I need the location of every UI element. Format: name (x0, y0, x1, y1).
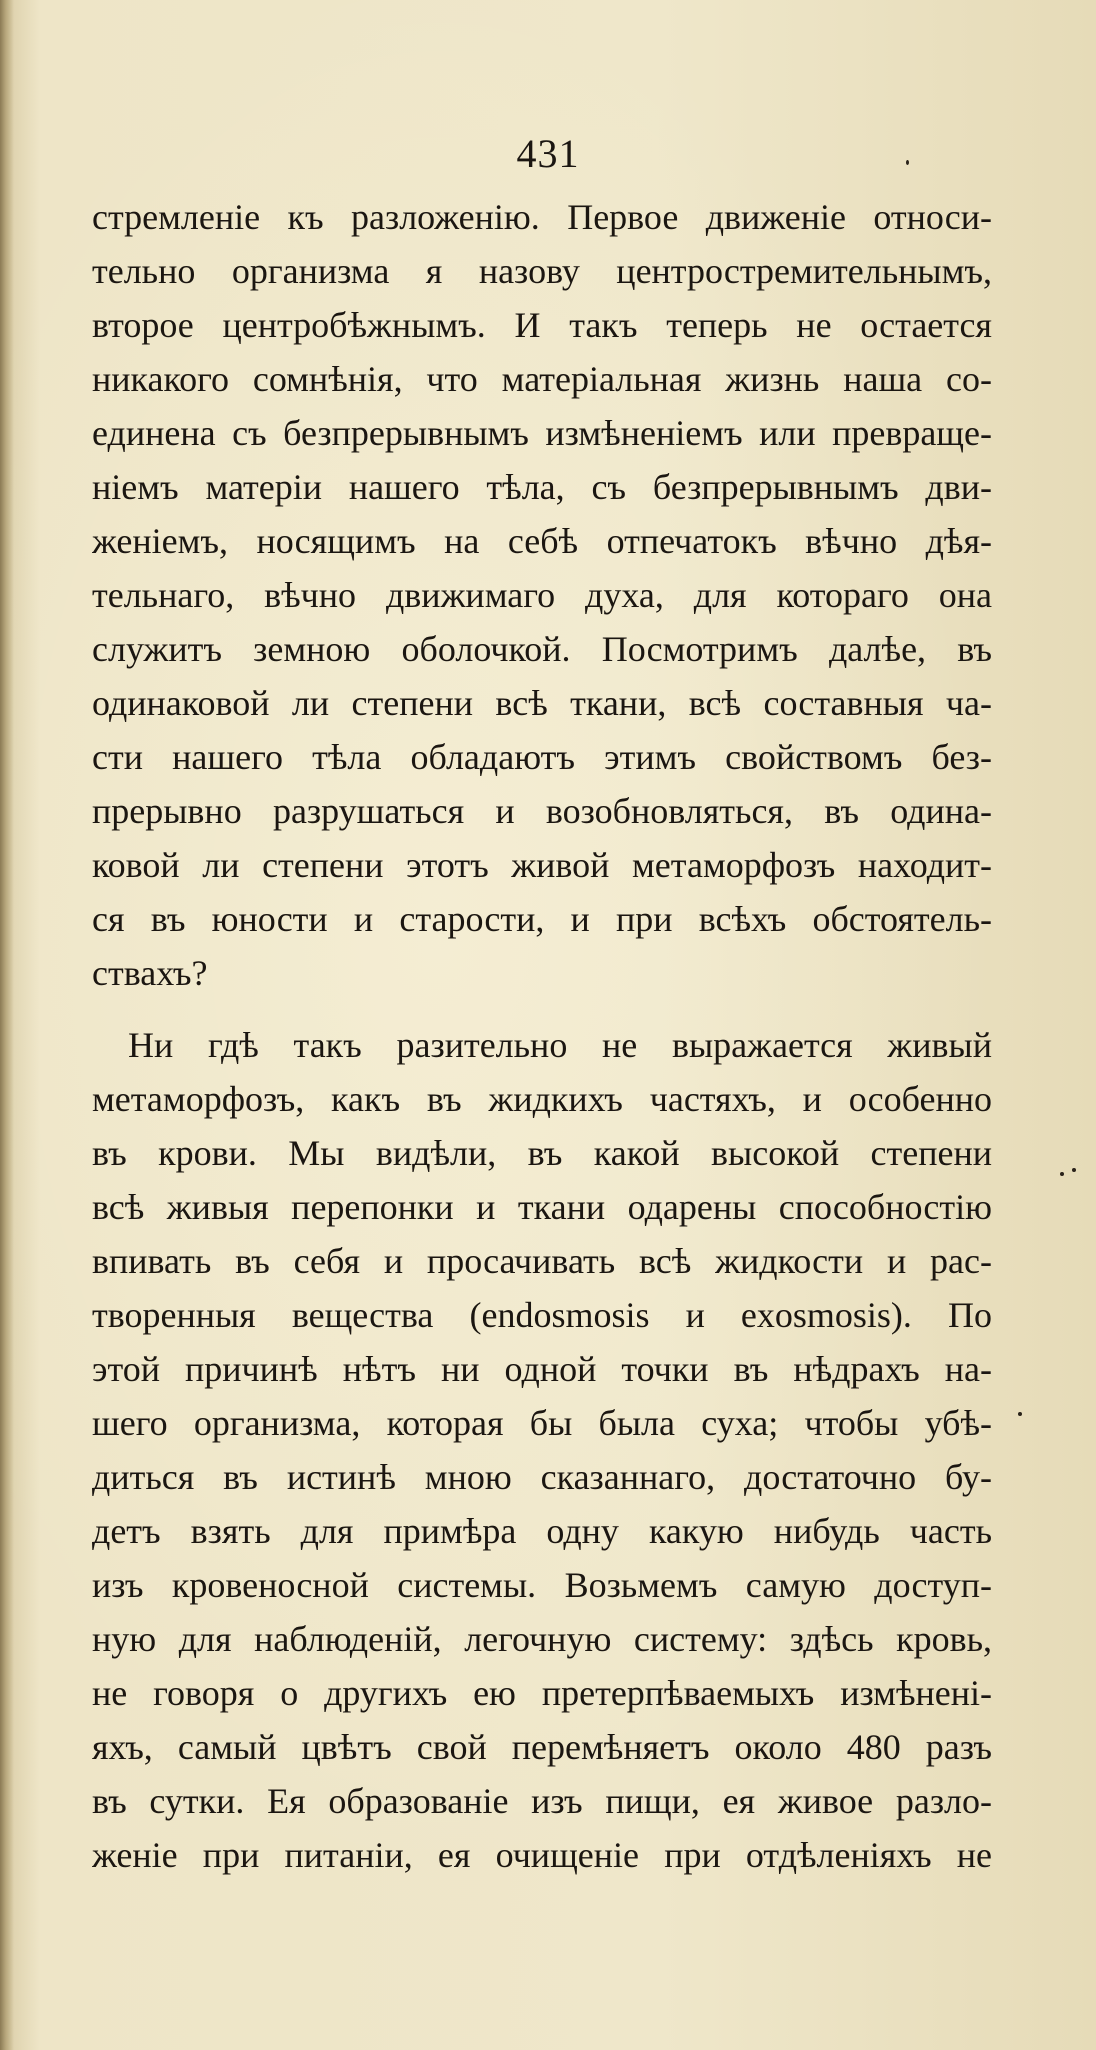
text-line: тельно организма я назову центростремительнымъ, (92, 251, 992, 291)
text-line: въ сутки. Ея образованіе изъ пищи, ея живое разло- (92, 1781, 992, 1821)
body-text (92, 190, 992, 1882)
paragraph-gap (92, 1000, 992, 1018)
text-line: яхъ, самый цвѣтъ свой перемѣняетъ около 480 разъ (92, 1727, 992, 1767)
text-line: не говоря о другихъ ею претерпѣваемыхъ измѣнені- (92, 1673, 992, 1713)
page-number: 431 (516, 131, 580, 176)
text-line: изъ кровеносной системы. Возьмемъ самую доступ- (92, 1565, 992, 1605)
ink-speck (1060, 1172, 1064, 1176)
text-line: никакого сомнѣнія, что матеріальная жизнь наша со- (92, 359, 992, 399)
text-line: стремленіе къ разложенію. Первое движеніе относи- (92, 197, 992, 237)
text-line: впивать въ себя и просачивать всѣ жидкости и рас- (92, 1241, 992, 1281)
text-line: ковой ли степени этотъ живой метаморфозъ находит- (92, 845, 992, 885)
text-line: творенныя вещества (endosmosis и exosmosis). По (92, 1295, 992, 1335)
text-line: въ крови. Мы видѣли, въ какой высокой степени (92, 1133, 992, 1173)
text-line: служитъ земною оболочкой. Посмотримъ далѣе, въ (92, 629, 992, 669)
text-line: тельнаго, вѣчно движимаго духа, для котораго она (92, 575, 992, 615)
text-line: шего организма, которая бы была суха; чтобы убѣ- (92, 1403, 992, 1443)
text-line: женіе при питаніи, ея очищеніе при отдѣленіяхъ не (92, 1835, 992, 1875)
text-line: диться въ истинѣ мною сказаннаго, достаточно бу- (92, 1457, 992, 1497)
text-line: одинаковой ли степени всѣ ткани, всѣ составныя ча- (92, 683, 992, 723)
text-line: этой причинѣ нѣтъ ни одной точки въ нѣдрахъ на- (92, 1349, 992, 1389)
text-line: сти нашего тѣла обладаютъ этимъ свойствомъ без- (92, 737, 992, 777)
text-line: Ни гдѣ такъ разительно не выражается живый (128, 1025, 992, 1065)
ink-speck (1018, 1412, 1022, 1416)
paragraph-1 (92, 190, 992, 1000)
text-line: ніемъ матеріи нашего тѣла, съ безпрерывнымъ дви- (92, 467, 992, 507)
text-line: женіемъ, носящимъ на себѣ отпечатокъ вѣчно дѣя- (92, 521, 992, 561)
text-line: ствахъ? (92, 953, 208, 993)
text-line: второе центробѣжнымъ. И такъ теперь не остается (92, 305, 992, 345)
ink-speck (906, 160, 909, 165)
text-line: детъ взять для примѣра одну какую нибудь часть (92, 1511, 992, 1551)
text-line: ную для наблюденій, легочную систему: здѣсь кровь, (92, 1619, 992, 1659)
text-line: единена съ безпрерывнымъ измѣненіемъ или превраще- (92, 413, 992, 453)
page-binding-shadow (0, 0, 14, 2050)
ink-speck (1072, 1168, 1076, 1172)
text-line: ся въ юности и старости, и при всѣхъ обстоятель- (92, 899, 992, 939)
text-line: всѣ живыя перепонки и ткани одарены способностію (92, 1187, 992, 1227)
text-line: прерывно разрушаться и возобновляться, въ одина- (92, 791, 992, 831)
paragraph-2 (92, 1018, 992, 1882)
text-line: метаморфозъ, какъ въ жидкихъ частяхъ, и особенно (92, 1079, 992, 1119)
